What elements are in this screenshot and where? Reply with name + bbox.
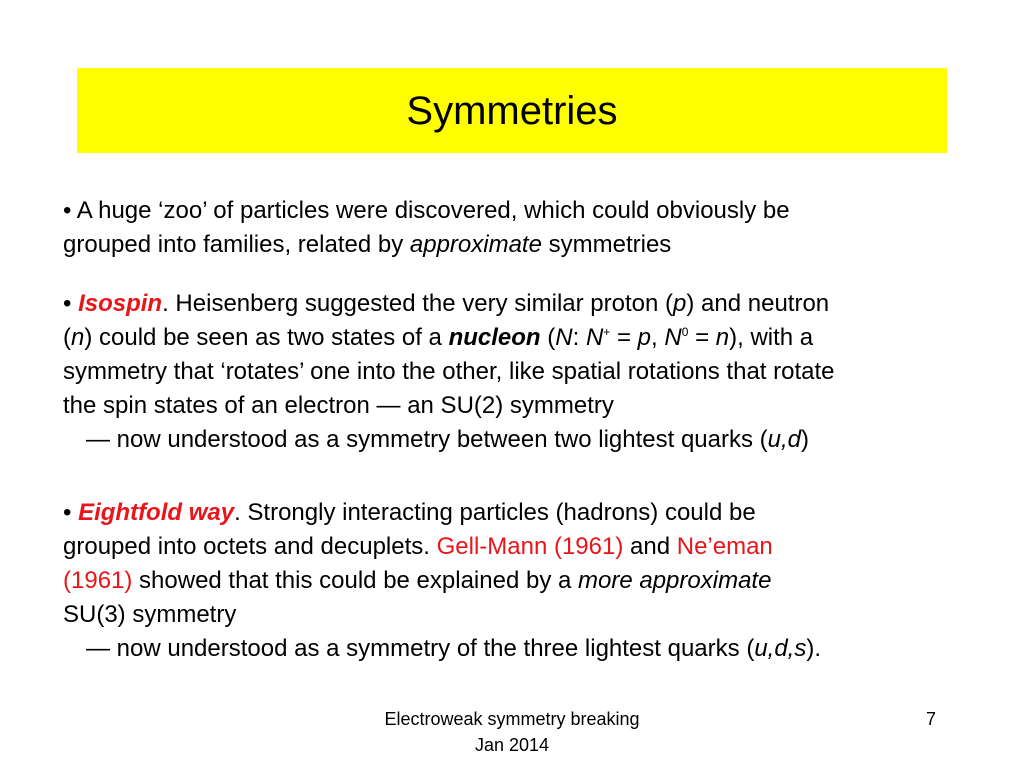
isospin-text: . Heisenberg suggested the very similar proton ( [162,290,674,317]
footer-date: Jan 2014 [474,735,550,755]
symbol-N: N [664,324,682,351]
isospin-text: ), with a [729,324,814,351]
title-box [77,68,947,153]
isospin-text: = [610,324,638,351]
isospin-term: Isospin [78,290,163,317]
symbol-n: n [715,324,730,351]
nucleon-term: nucleon [448,324,541,351]
bullet: • [63,197,77,224]
eightfold-paragraph [63,496,1003,666]
isospin-text: ( [63,324,71,351]
intro-line-2 [63,228,1003,262]
eightfold-line-5 [63,632,1003,666]
isospin-line-5 [63,423,1003,457]
intro-text-1: A huge ‘zoo’ of particles were discovered, which could obviously be [76,197,790,224]
isospin-text: : [572,324,586,351]
isospin-text: — now understood as a symmetry between two lightest quarks ( [86,426,768,453]
neeman-reference-year: (1961) [63,567,133,594]
eightfold-text: showed that this could be explained by a [132,567,579,594]
isospin-line-1 [63,287,1003,321]
symbol-p: p [673,290,687,317]
isospin-text: ) could be seen as two states of a [84,324,449,351]
isospin-text: = [688,324,716,351]
intro-text-2a: grouped into families, related by [63,231,410,258]
superscript-zero: 0 [681,325,689,339]
neeman-reference: Ne’eman [676,533,773,560]
isospin-text: , [651,324,665,351]
eightfold-text: — now understood as a symmetry of the three lightest quarks ( [86,635,755,662]
isospin-text: ) [801,426,810,453]
eightfold-emphasis: more approximate [578,567,772,594]
isospin-text: ) and neutron [686,290,830,317]
eightfold-line-3 [63,564,1003,598]
gell-mann-reference: Gell-Mann (1961) [436,533,624,560]
bullet: • [63,290,79,317]
slide-footer [312,706,712,758]
isospin-line-2 [63,321,1003,355]
page-number: 7 [926,709,937,729]
symbol-n: n [71,324,85,351]
slide-title: Symmetries [406,88,618,133]
intro-paragraph [63,194,1003,262]
intro-text-2b: symmetries [541,231,672,258]
eightfold-text: grouped into octets and decuplets. [63,533,437,560]
superscript-plus: + [603,325,611,339]
quark-symbols: u,d [767,426,802,453]
eightfold-text: ). [806,635,822,662]
footer-title: Electroweak symmetry breaking [384,709,640,729]
intro-emphasis: approximate [409,231,542,258]
symbol-N: N [555,324,573,351]
isospin-line-3: symmetry that ‘rotates’ one into the other, like spatial rotations that rotate [63,358,835,385]
eightfold-term: Eightfold way [78,499,235,526]
isospin-line-4: the spin states of an electron — an SU(2) symmetry [63,392,614,419]
eightfold-line-1 [63,496,1003,530]
eightfold-text: . Strongly interacting particles (hadrons) could be [234,499,756,526]
eightfold-line-2 [63,530,1003,564]
eightfold-line-4: SU(3) symmetry [63,601,237,628]
isospin-paragraph [63,287,1003,457]
symbol-p: p [637,324,652,351]
isospin-text: ( [540,324,556,351]
bullet: • [63,499,79,526]
eightfold-text: and [623,533,677,560]
intro-line-1 [63,194,1003,228]
symbol-N: N [585,324,604,351]
quark-symbols: u,d,s [754,635,807,662]
